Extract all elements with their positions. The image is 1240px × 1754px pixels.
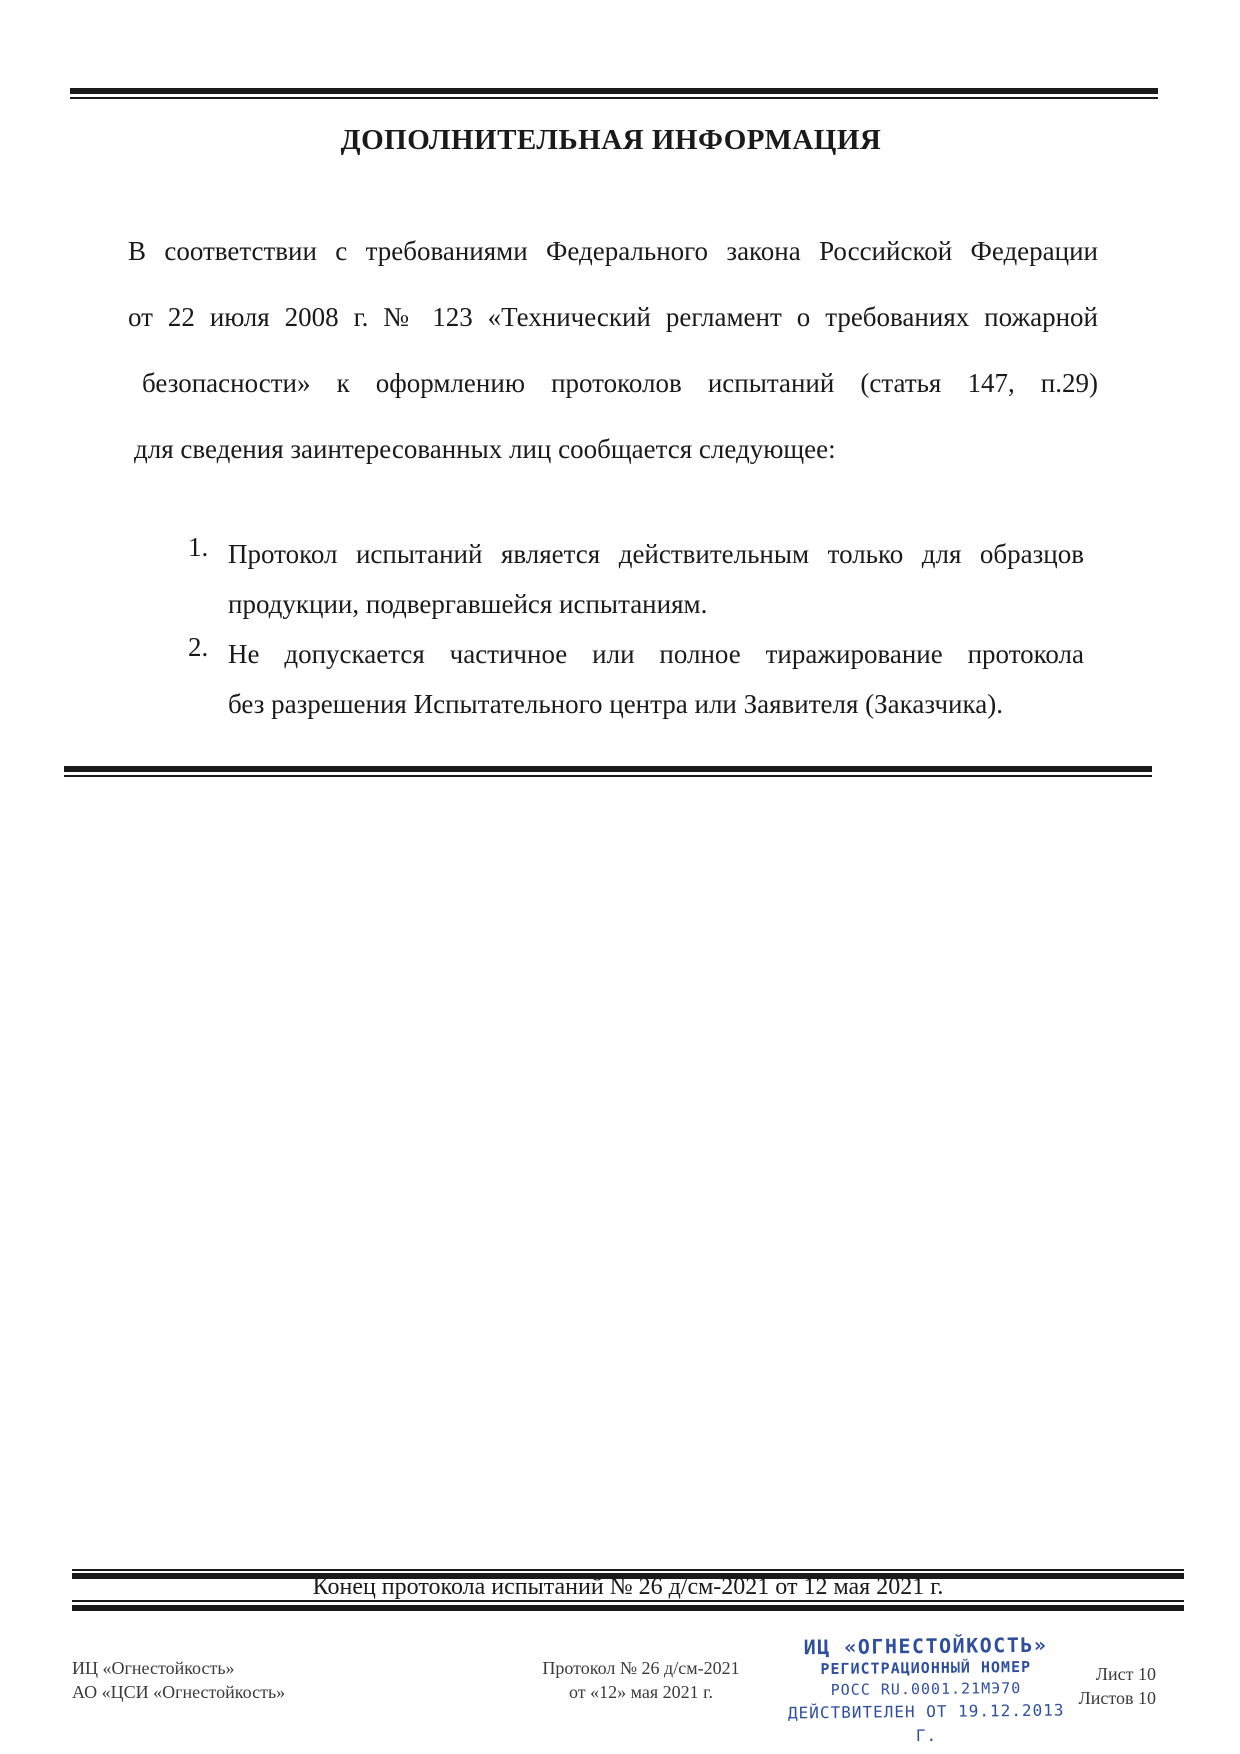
footer-sheets [1079,1662,1156,1710]
page-title: ДОПОЛНИТЕЛЬНАЯ ИНФОРМАЦИЯ [340,124,882,156]
intro-line: для сведения заинтересованных лиц сообщается следующее: [134,434,836,464]
stamp-line: ДЕЙСТВИТЕЛЕН ОТ 19.12.2013 Г. [787,1700,1065,1746]
top-rule [70,88,1158,99]
list-item [188,632,1084,732]
footer-org-line: АО «ЦСИ «Огнестойкость» [72,1682,286,1702]
footer-org-line: ИЦ «Огнестойкость» [72,1658,235,1678]
sheet-count: Листов 10 [1078,1688,1156,1708]
intro-line: В соответствии с требованиями Федерального закона Российской Федерации [128,236,1098,266]
list-item-line: Протокол испытаний является действительным только для образцов [228,539,1084,569]
stamp-line: ИЦ «ОГНЕСТОЙКОСТЬ» [803,1632,1048,1660]
intro-line: от 22 июля 2008 г. № 123 «Технический регламент о требованиях пожарной [128,302,1098,332]
list-item-number: 1. [188,532,209,562]
info-list [188,532,1084,732]
footer-protocol-number: Протокол № 26 д/см-2021 [542,1658,740,1678]
list-item-line: без разрешения Испытательного центра или Заявителя (Заказчика). [228,689,1003,719]
list-item-line: Не допускается частичное или полное тиражирование протокола [228,639,1084,669]
footer-protocol [516,1656,766,1704]
registration-stamp [779,1632,1072,1749]
stamp-line: РОСС RU.0001.21МЭ70 [830,1679,1022,1699]
list-item-number: 2. [188,632,209,662]
intro-paragraph [128,228,1098,492]
protocol-end-text: Конец протокола испытаний № 26 д/см-2021 от 12 мая 2021 г. [312,1574,944,1600]
section-rule [64,766,1152,777]
footer-protocol-date: от «12» мая 2021 г. [568,1682,714,1702]
list-item [188,532,1084,632]
intro-line: безопасности» к оформлению протоколов испытаний (статья 147, п.29) [142,368,1098,398]
stamp-line: РЕГИСТРАЦИОННЫЙ НОМЕР [820,1657,1032,1679]
end-rule-bottom [72,1600,1184,1611]
footer-organization [72,1656,285,1704]
list-item-line: продукции, подвергавшейся испытаниям. [228,589,708,619]
sheet-number: Лист 10 [1095,1664,1156,1684]
